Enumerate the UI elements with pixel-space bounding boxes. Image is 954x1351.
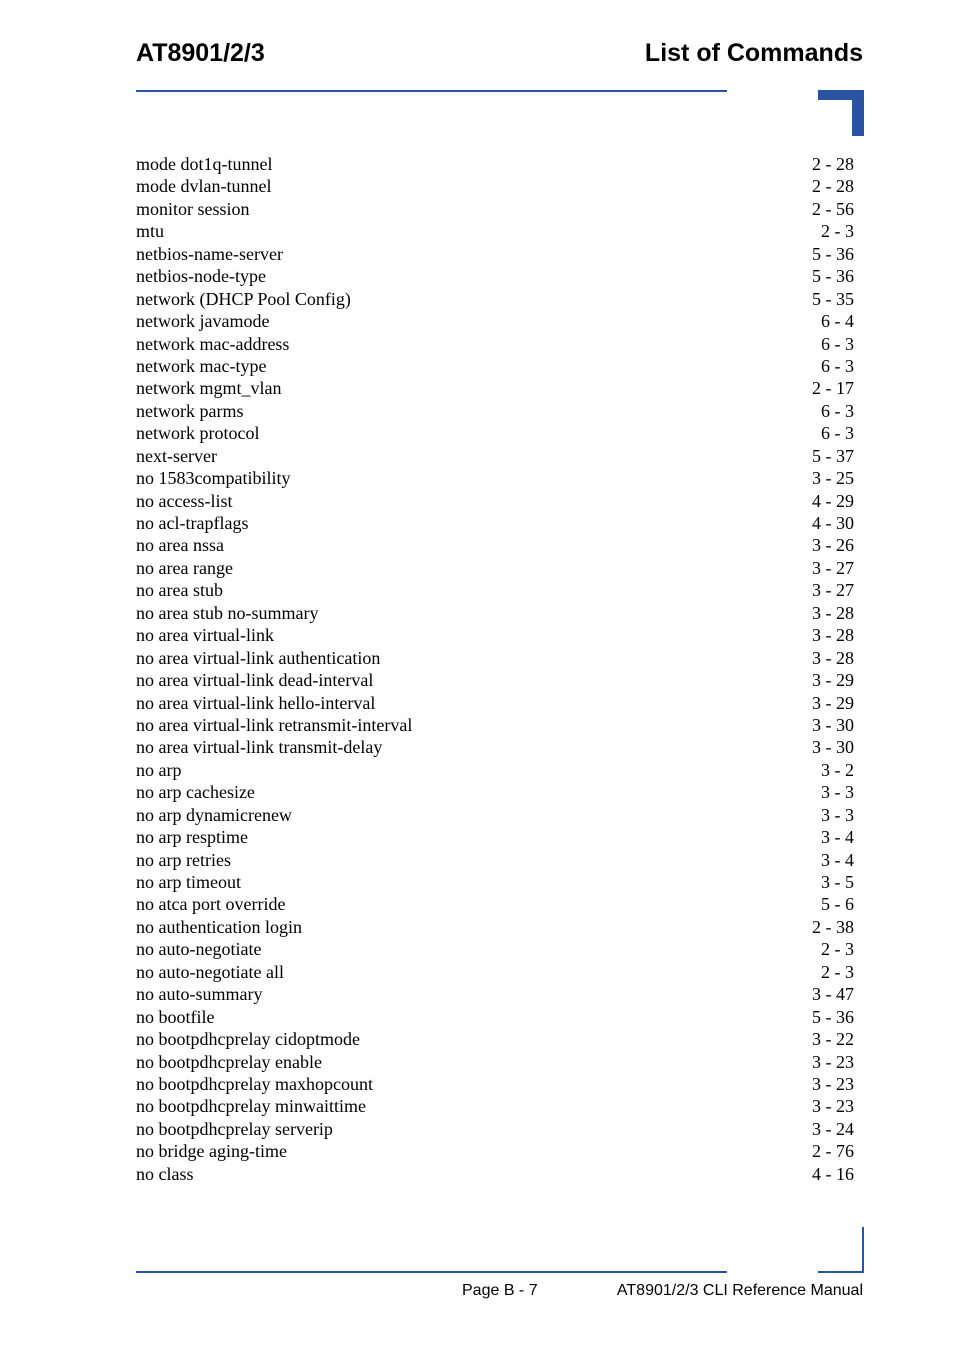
index-entry <box>136 333 854 355</box>
footer-corner-mark <box>862 1227 864 1273</box>
command-name: no auto-summary <box>136 984 263 1005</box>
index-entry <box>136 692 854 714</box>
index-entry <box>136 265 854 287</box>
command-name: network mgmt_vlan <box>136 378 282 399</box>
command-name: no area virtual-link hello-interval <box>136 692 376 713</box>
command-name: no area virtual-link transmit-delay <box>136 737 383 758</box>
header-corner-mark <box>818 90 864 136</box>
command-name: no bootpdhcprelay serverip <box>136 1118 333 1139</box>
index-entry <box>136 355 854 377</box>
command-name: next-server <box>136 445 217 466</box>
page-reference: 3 - 3 <box>821 804 854 825</box>
command-name: no access-list <box>136 490 233 511</box>
page-reference: 3 - 29 <box>812 692 854 713</box>
page-reference: 5 - 36 <box>812 243 854 264</box>
command-name: no bootpdhcprelay minwaittime <box>136 1096 366 1117</box>
index-entry <box>136 916 854 938</box>
index-entry <box>136 714 854 736</box>
page-reference: 3 - 25 <box>812 468 854 489</box>
command-name: no auto-negotiate <box>136 939 262 960</box>
command-name: no bridge aging-time <box>136 1141 287 1162</box>
index-entry <box>136 871 854 893</box>
command-name: no bootfile <box>136 1006 215 1027</box>
index-entry <box>136 759 854 781</box>
index-entry <box>136 243 854 265</box>
page-reference: 3 - 4 <box>821 849 854 870</box>
command-index-list <box>136 153 854 1185</box>
command-name: no bootpdhcprelay cidoptmode <box>136 1029 360 1050</box>
page-reference: 2 - 3 <box>821 221 854 242</box>
command-name: no area virtual-link authentication <box>136 647 381 668</box>
page-reference: 4 - 16 <box>812 1163 854 1184</box>
command-name: netbios-node-type <box>136 266 266 287</box>
command-name: network (DHCP Pool Config) <box>136 288 351 309</box>
index-entry <box>136 422 854 444</box>
header-product: AT8901/2/3 <box>136 39 265 67</box>
command-name: no 1583compatibility <box>136 468 291 489</box>
page-reference: 3 - 4 <box>821 827 854 848</box>
index-entry <box>136 377 854 399</box>
index-entry <box>136 467 854 489</box>
command-name: no area virtual-link dead-interval <box>136 670 374 691</box>
command-name: mtu <box>136 221 165 242</box>
page-reference: 3 - 47 <box>812 984 854 1005</box>
page-reference: 5 - 36 <box>812 266 854 287</box>
page-reference: 3 - 30 <box>812 714 854 735</box>
index-entry <box>136 175 854 197</box>
command-name: no bootpdhcprelay enable <box>136 1051 322 1072</box>
page-reference: 3 - 2 <box>821 759 854 780</box>
command-name: network mac-address <box>136 333 290 354</box>
command-name: no atca port override <box>136 894 286 915</box>
index-entry <box>136 1051 854 1073</box>
index-entry <box>136 983 854 1005</box>
command-name: no arp <box>136 759 182 780</box>
page-reference: 3 - 3 <box>821 782 854 803</box>
command-name: no arp resptime <box>136 827 248 848</box>
command-name: no area stub no-summary <box>136 602 319 623</box>
page-reference: 3 - 23 <box>812 1073 854 1094</box>
index-entry <box>136 736 854 758</box>
page-reference: 3 - 29 <box>812 670 854 691</box>
index-entry <box>136 826 854 848</box>
page-reference: 2 - 17 <box>812 378 854 399</box>
page-reference: 3 - 23 <box>812 1051 854 1072</box>
index-entry <box>136 534 854 556</box>
page-reference: 4 - 29 <box>812 490 854 511</box>
index-entry <box>136 647 854 669</box>
command-name: no arp cachesize <box>136 782 255 803</box>
header-rule <box>136 90 727 92</box>
page-reference: 3 - 22 <box>812 1029 854 1050</box>
command-name: no authentication login <box>136 916 302 937</box>
page-reference: 3 - 27 <box>812 557 854 578</box>
index-entry <box>136 804 854 826</box>
command-name: no area virtual-link retransmit-interval <box>136 714 413 735</box>
page-reference: 6 - 3 <box>821 400 854 421</box>
index-entry <box>136 961 854 983</box>
command-name: no arp retries <box>136 849 231 870</box>
command-name: mode dvlan-tunnel <box>136 176 272 197</box>
index-entry <box>136 198 854 220</box>
page-reference: 3 - 26 <box>812 535 854 556</box>
command-name: no acl-trapflags <box>136 513 249 533</box>
page-reference: 3 - 5 <box>821 872 854 892</box>
index-entry <box>136 557 854 579</box>
page-reference: 6 - 3 <box>821 333 854 354</box>
command-name: network parms <box>136 400 244 421</box>
page-reference: 2 - 28 <box>812 176 854 197</box>
index-entry <box>136 1118 854 1140</box>
index-entry <box>136 1095 854 1117</box>
header-section-title: List of Commands <box>644 39 863 67</box>
command-name: no auto-negotiate all <box>136 961 284 982</box>
page-reference: 6 - 3 <box>821 355 854 376</box>
command-name: no area nssa <box>136 535 224 556</box>
command-name: mode dot1q-tunnel <box>136 154 273 174</box>
index-entry <box>136 624 854 646</box>
index-entry <box>136 579 854 601</box>
index-entry <box>136 1140 854 1162</box>
index-entry <box>136 153 854 175</box>
page-reference: 2 - 3 <box>821 939 854 960</box>
index-entry <box>136 1028 854 1050</box>
page-reference: 2 - 3 <box>821 961 854 982</box>
page-reference: 5 - 6 <box>821 894 854 915</box>
page-reference: 6 - 4 <box>821 311 854 332</box>
page-reference: 2 - 56 <box>812 198 854 219</box>
command-name: network protocol <box>136 423 260 444</box>
command-name: no area stub <box>136 580 223 601</box>
page-reference: 3 - 24 <box>812 1118 854 1139</box>
footer-rule <box>136 1271 727 1273</box>
command-name: no area virtual-link <box>136 625 274 646</box>
page-reference: 2 - 38 <box>812 916 854 937</box>
page-reference: 3 - 28 <box>812 647 854 668</box>
page-reference: 5 - 37 <box>812 445 854 466</box>
index-entry <box>136 602 854 624</box>
command-name: no arp timeout <box>136 872 241 892</box>
page-reference: 5 - 35 <box>812 288 854 309</box>
footer-rule-right <box>818 1271 864 1273</box>
page-reference: 2 - 28 <box>812 154 854 174</box>
page-reference: 5 - 36 <box>812 1006 854 1027</box>
index-entry <box>136 781 854 803</box>
command-name: network javamode <box>136 311 270 332</box>
index-entry <box>136 288 854 310</box>
page-reference: 3 - 28 <box>812 625 854 646</box>
command-name: no area range <box>136 557 233 578</box>
index-entry <box>136 512 854 534</box>
page-reference: 3 - 30 <box>812 737 854 758</box>
index-entry <box>136 400 854 422</box>
command-name: no class <box>136 1163 194 1184</box>
page-reference: 2 - 76 <box>812 1141 854 1162</box>
index-entry <box>136 220 854 242</box>
index-entry <box>136 938 854 960</box>
footer-manual-title: AT8901/2/3 CLI Reference Manual <box>616 1282 863 1299</box>
index-entry <box>136 1006 854 1028</box>
command-name: netbios-name-server <box>136 243 283 264</box>
footer-page-number: Page B - 7 <box>462 1282 538 1299</box>
command-name: no arp dynamicrenew <box>136 804 292 825</box>
index-entry <box>136 1163 854 1185</box>
page-reference: 6 - 3 <box>821 423 854 444</box>
command-name: no bootpdhcprelay maxhopcount <box>136 1073 373 1094</box>
index-entry <box>136 445 854 467</box>
page-reference: 3 - 27 <box>812 580 854 601</box>
page-reference: 3 - 28 <box>812 602 854 623</box>
index-entry <box>136 669 854 691</box>
index-entry <box>136 490 854 512</box>
command-name: monitor session <box>136 198 250 219</box>
command-name: network mac-type <box>136 355 267 376</box>
index-entry <box>136 849 854 871</box>
page-reference: 4 - 30 <box>812 513 854 533</box>
index-entry <box>136 1073 854 1095</box>
page-reference: 3 - 23 <box>812 1096 854 1117</box>
index-entry <box>136 893 854 915</box>
index-entry <box>136 310 854 332</box>
